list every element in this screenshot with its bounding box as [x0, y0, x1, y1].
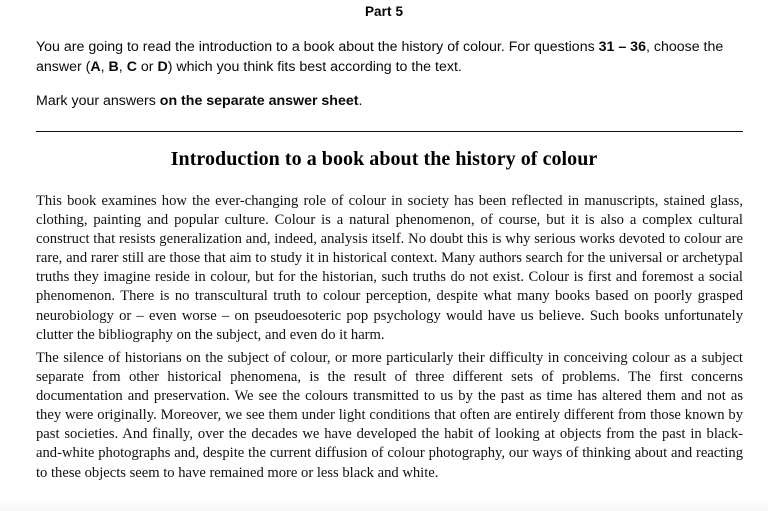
instructions-sentence [36, 37, 742, 77]
option-label-b: B [108, 59, 119, 75]
option-separator-3: or [136, 59, 158, 75]
mark-answers-block [36, 91, 742, 111]
instructions-text-mid: , choose the answer ( [36, 39, 724, 75]
instructions-text-lead: You are going to read the introduction to a book about the history of colour. For questions [36, 39, 599, 55]
mark-answers-emphasis: on the separate answer sheet [159, 93, 359, 109]
part-heading: Part 5 [364, 4, 404, 19]
horizontal-rule [36, 131, 743, 132]
option-label-d: D [157, 59, 168, 75]
option-separator-1: , [100, 59, 109, 75]
mark-answers-suffix: . [358, 93, 363, 109]
scan-edge-artifact [0, 497, 768, 511]
article-paragraph-1: This book examines how the ever-changing role of colour in society has been reflected in manuscripts, stained glass, clothing, painting and popular culture. Colour is a natural phenomenon, of course, but it is also a complex cultural construct that resists generalization and, indeed, analysis itself. No doubt this is why serious works devoted to colour are rare, and rarer still are those that aim to study it in historical context. Many authors search for the universal or archetypal truths they imagine reside in colour, but for the historian, such truths do not exist. Colour is first and foremost a social phenomenon. There is no transcultural truth to colour perception, despite what many books based on poorly grasped neurobiology or – even worse – on pseudoesoteric pop psychology would have us believe. Such books unfortunately clutter the bibliography on the subject, and even do it harm. [36, 193, 743, 343]
question-range: 31 – 36 [598, 39, 646, 55]
option-label-c: C [126, 59, 137, 75]
article-title: Introduction to a book about the history of colour [170, 148, 598, 170]
option-label-a: A [90, 59, 101, 75]
mark-answers-prefix: Mark your answers [36, 93, 160, 109]
option-separator-2: , [118, 59, 127, 75]
article-paragraph-2: The silence of historians on the subject of colour, or more particularly their difficulty in conceiving colour as a subject separate from other historical phenomena, is the result of three different sets of problems. The first concerns documentation and preservation. We see the colours transmitted to us by the past as time has altered them and not as they were originally. Moreover, we see them under light conditions that often are entirely different from those known by past societies. And finally, over the decades we have developed the habit of looking at objects from the past in black-and-white photographs and, despite the current diffusion of colour photography, our ways of thinking about and reacting to these objects seem to have remained more or less black and white. [36, 350, 743, 481]
instructions-text-tail: ) which you think fits best according to the text. [167, 59, 462, 75]
instructions-block [36, 37, 742, 77]
